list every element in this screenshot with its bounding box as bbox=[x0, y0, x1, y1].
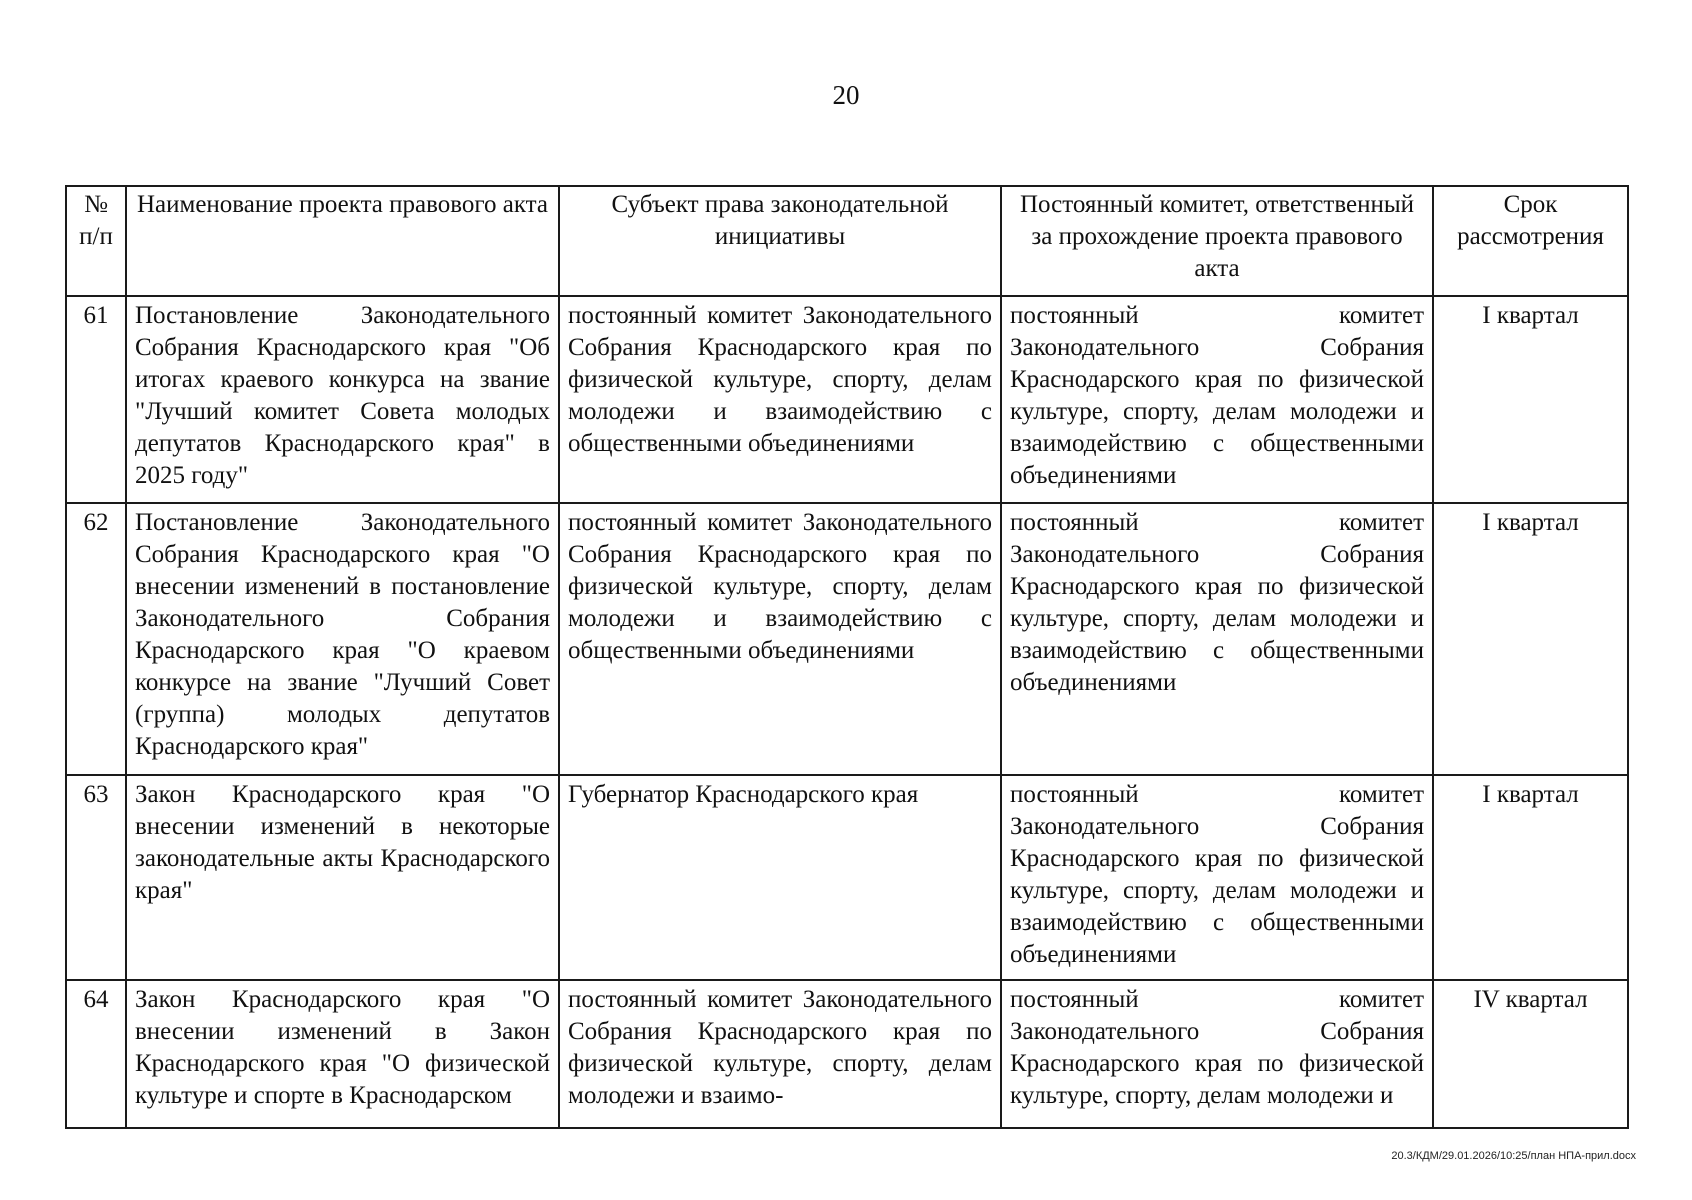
header-committee: Постоянный комитет, ответственный за прохождение проекта правового акта bbox=[1001, 186, 1433, 296]
review-term: I квартал bbox=[1433, 775, 1628, 980]
initiative-subject: постоянный комитет Законодательного Собрания Краснодарского края по физической культуре, спорту, делам молодежи и взаимодействию с общественными объединениями bbox=[559, 296, 1001, 503]
act-name: Закон Краснодарского края "О внесении изменений в Закон Краснодарского края "О физической культуре и спорте в Краснодарском bbox=[126, 980, 559, 1128]
responsible-committee: постоянный комитет Законодательного Собрания Краснодарского края по физической культуре, спорту, делам молодежи и взаимодействию с общественными объединениями bbox=[1001, 503, 1433, 775]
table-header-row bbox=[66, 186, 1628, 296]
review-term: IV квартал bbox=[1433, 980, 1628, 1128]
page-number: 20 bbox=[832, 80, 860, 110]
initiative-subject: постоянный комитет Законодательного Собрания Краснодарского края по физической культуре, спорту, делам молодежи и взаимодействию с общественными объединениями bbox=[559, 503, 1001, 775]
header-subject: Субъект права законодательной инициативы bbox=[559, 186, 1001, 296]
act-name: Закон Краснодарского края "О внесении изменений в некоторые законодательные акты Краснодарского края" bbox=[126, 775, 559, 980]
table-row bbox=[66, 503, 1628, 775]
initiative-subject: постоянный комитет Законодательного Собрания Краснодарского края по физической культуре, спорту, делам молодежи и взаимо- bbox=[559, 980, 1001, 1128]
responsible-committee: постоянный комитет Законодательного Собрания Краснодарского края по физической культуре, спорту, делам молодежи и bbox=[1001, 980, 1433, 1128]
table-row bbox=[66, 296, 1628, 503]
row-number: 62 bbox=[66, 503, 126, 775]
review-term: I квартал bbox=[1433, 296, 1628, 503]
row-number: 64 bbox=[66, 980, 126, 1128]
header-num: № п/п bbox=[66, 186, 126, 296]
header-name: Наименование проекта правового акта bbox=[126, 186, 559, 296]
act-name: Постановление Законодательного Собрания Краснодарского края "Об итогах краевого конкурса на звание "Лучший комитет Совета молодых депутатов Краснодарского края" в 2025 году" bbox=[126, 296, 559, 503]
row-number: 63 bbox=[66, 775, 126, 980]
review-term: I квартал bbox=[1433, 503, 1628, 775]
row-number: 61 bbox=[66, 296, 126, 503]
responsible-committee: постоянный комитет Законодательного Собрания Краснодарского края по физической культуре, спорту, делам молодежи и взаимодействию с общественными объединениями bbox=[1001, 296, 1433, 503]
initiative-subject: Губернатор Краснодарского края bbox=[559, 775, 1001, 980]
header-term: Срок рассмотрения bbox=[1433, 186, 1628, 296]
table-row bbox=[66, 980, 1628, 1128]
act-name: Постановление Законодательного Собрания Краснодарского края "О внесении изменений в постановление Законодательного Собрания Краснодарского края "О краевом конкурсе на звание "Лучший Совет (группа) молодых депутатов Краснодарского края" bbox=[126, 503, 559, 775]
document-footer-note: 20.3/КДМ/29.01.2026/10:25/план НПА-прил.docx bbox=[1391, 1150, 1636, 1162]
table-row bbox=[66, 775, 1628, 980]
responsible-committee: постоянный комитет Законодательного Собрания Краснодарского края по физической культуре, спорту, делам молодежи и взаимодействию с общественными объединениями bbox=[1001, 775, 1433, 980]
legislative-plan-table bbox=[65, 185, 1629, 1129]
